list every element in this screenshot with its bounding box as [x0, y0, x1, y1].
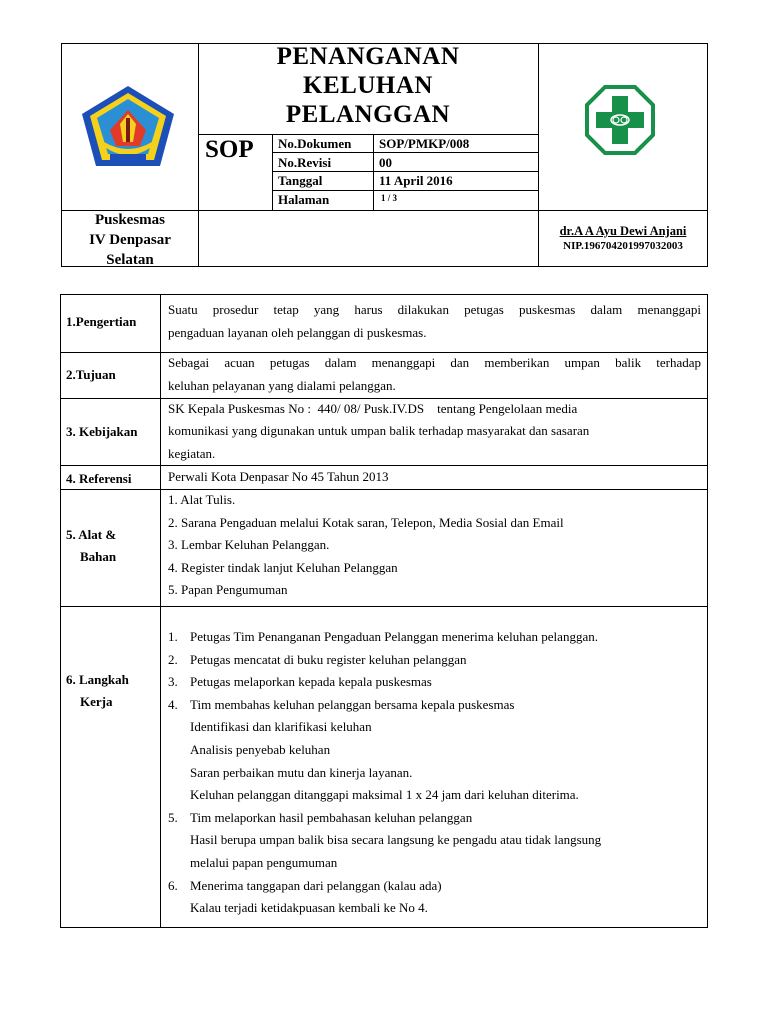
row-label-bahan: Bahan — [80, 549, 117, 564]
step-number: 5. — [168, 809, 178, 825]
list-item: 1. Alat Tulis. — [168, 492, 236, 507]
meta-value-no-dokumen: SOP/PMKP/008 — [379, 136, 470, 151]
list-item — [168, 694, 601, 717]
kebijakan-line: kegiatan. — [168, 446, 216, 461]
unit-line: Selatan — [106, 252, 154, 268]
list-item — [168, 784, 601, 807]
step-text: Petugas melaporkan kepada kepala puskesmas — [190, 674, 432, 690]
meta-value-no-revisi: 00 — [379, 155, 392, 170]
puskesmas-logo-icon — [584, 84, 656, 156]
pengertian-line: Suatu prosedur tetap yang harus dilakukan petugas puskesmas dalam menanggapi — [168, 302, 701, 317]
unit-line: Puskesmas — [94, 212, 165, 228]
step-text: Tim melaporkan hasil pembahasan keluhan pelanggan — [190, 809, 473, 825]
title-line: KELUHAN — [303, 72, 433, 99]
list-item — [168, 807, 601, 830]
meta-value-halaman: 1 / 3 — [381, 193, 398, 203]
step-text: melalui papan pengumuman — [190, 854, 338, 870]
list-item — [168, 626, 601, 649]
row-label-alat: 5. Alat & — [66, 527, 117, 542]
list-item — [168, 829, 601, 852]
step-number: 6. — [168, 877, 178, 893]
referensi-text: Perwali Kota Denpasar No 45 Tahun 2013 — [168, 469, 389, 484]
document-title — [200, 42, 536, 129]
step-text: Menerima tanggapan dari pelanggan (kalau ada) — [190, 877, 442, 893]
list-item: 4. Register tindak lanjut Keluhan Pelanggan — [168, 559, 398, 575]
list-item: 3. Lembar Keluhan Pelanggan. — [168, 537, 330, 553]
list-item — [168, 762, 601, 785]
signatory-name: dr.A A Ayu Dewi Anjani — [559, 224, 687, 238]
meta-label-no-revisi: No.Revisi — [278, 155, 332, 170]
step-text: Analisis penyebab keluhan — [190, 741, 331, 757]
step-number: 2. — [168, 651, 178, 667]
signatory-nip: NIP.196704201997032003 — [563, 240, 683, 252]
step-number: 1. — [168, 629, 178, 644]
list-item — [168, 649, 601, 672]
sop-label: SOP — [205, 136, 254, 163]
pengertian-line: pengaduan layanan oleh pelanggan di puskesmas. — [168, 325, 427, 340]
list-item: 2. Sarana Pengaduan melalui Kotak saran, Telepon, Media Sosial dan Email — [168, 514, 564, 530]
kebijakan-line: SK Kepala Puskesmas No : 440/ 08/ Pusk.IV.DS tentang Pengelolaan media — [168, 401, 578, 416]
unit-name — [62, 210, 198, 270]
denpasar-city-emblem-icon — [80, 84, 176, 170]
meta-label-tanggal: Tanggal — [278, 173, 323, 188]
list-item — [168, 875, 601, 898]
title-line: PENANGANAN — [276, 43, 460, 70]
list-item — [168, 739, 601, 762]
step-text: Keluhan pelanggan ditanggapi maksimal 1 x 24 jam dari keluhan diterima. — [190, 787, 579, 803]
meta-label-no-dokumen: No.Dokumen — [278, 136, 352, 151]
list-item — [168, 671, 601, 694]
list-item — [168, 852, 601, 875]
row-label-pengertian: 1.Pengertian — [66, 314, 137, 329]
step-number: 4. — [168, 696, 178, 712]
list-item: 5. Papan Pengumuman — [168, 582, 288, 598]
title-line: PELANGGAN — [285, 101, 451, 128]
alat-list — [168, 489, 564, 602]
row-label-kerja: Kerja — [80, 694, 113, 709]
row-label-langkah: 6. Langkah — [66, 672, 129, 687]
meta-label-halaman: Halaman — [278, 192, 330, 207]
step-text: Saran perbaikan mutu dan kinerja layanan. — [190, 764, 413, 780]
tujuan-line: keluhan pelayanan yang dialami pelanggan. — [168, 378, 396, 393]
step-text: Tim membahas keluhan pelanggan bersama kepala puskesmas — [190, 696, 515, 712]
step-text: Petugas Tim Penanganan Pengaduan Pelanggan menerima keluhan pelanggan. — [190, 629, 598, 644]
kebijakan-line: komunikasi yang digunakan untuk umpan balik terhadap masyarakat dan sasaran — [168, 423, 590, 438]
list-item — [168, 897, 601, 920]
row-label-kebijakan: 3. Kebijakan — [66, 424, 138, 439]
row-label-referensi: 4. Referensi — [66, 471, 132, 486]
step-text: Petugas mencatat di buku register keluhan pelanggan — [190, 651, 467, 667]
langkah-list — [168, 626, 601, 920]
tujuan-line: Sebagai acuan petugas dalam menanggapi dan memberikan umpan balik terhadap — [168, 355, 701, 370]
step-text: Kalau terjadi ketidakpuasan kembali ke No 4. — [190, 900, 428, 916]
unit-line: IV Denpasar — [89, 232, 171, 248]
list-item — [168, 716, 601, 739]
meta-value-tanggal: 11 April 2016 — [379, 173, 453, 188]
row-label-tujuan: 2.Tujuan — [66, 367, 116, 382]
step-text: Hasil berupa umpan balik bisa secara langsung ke pengadu atau tidak langsung — [190, 832, 602, 848]
step-number: 3. — [168, 674, 178, 690]
step-text: Identifikasi dan klarifikasi keluhan — [190, 719, 372, 735]
